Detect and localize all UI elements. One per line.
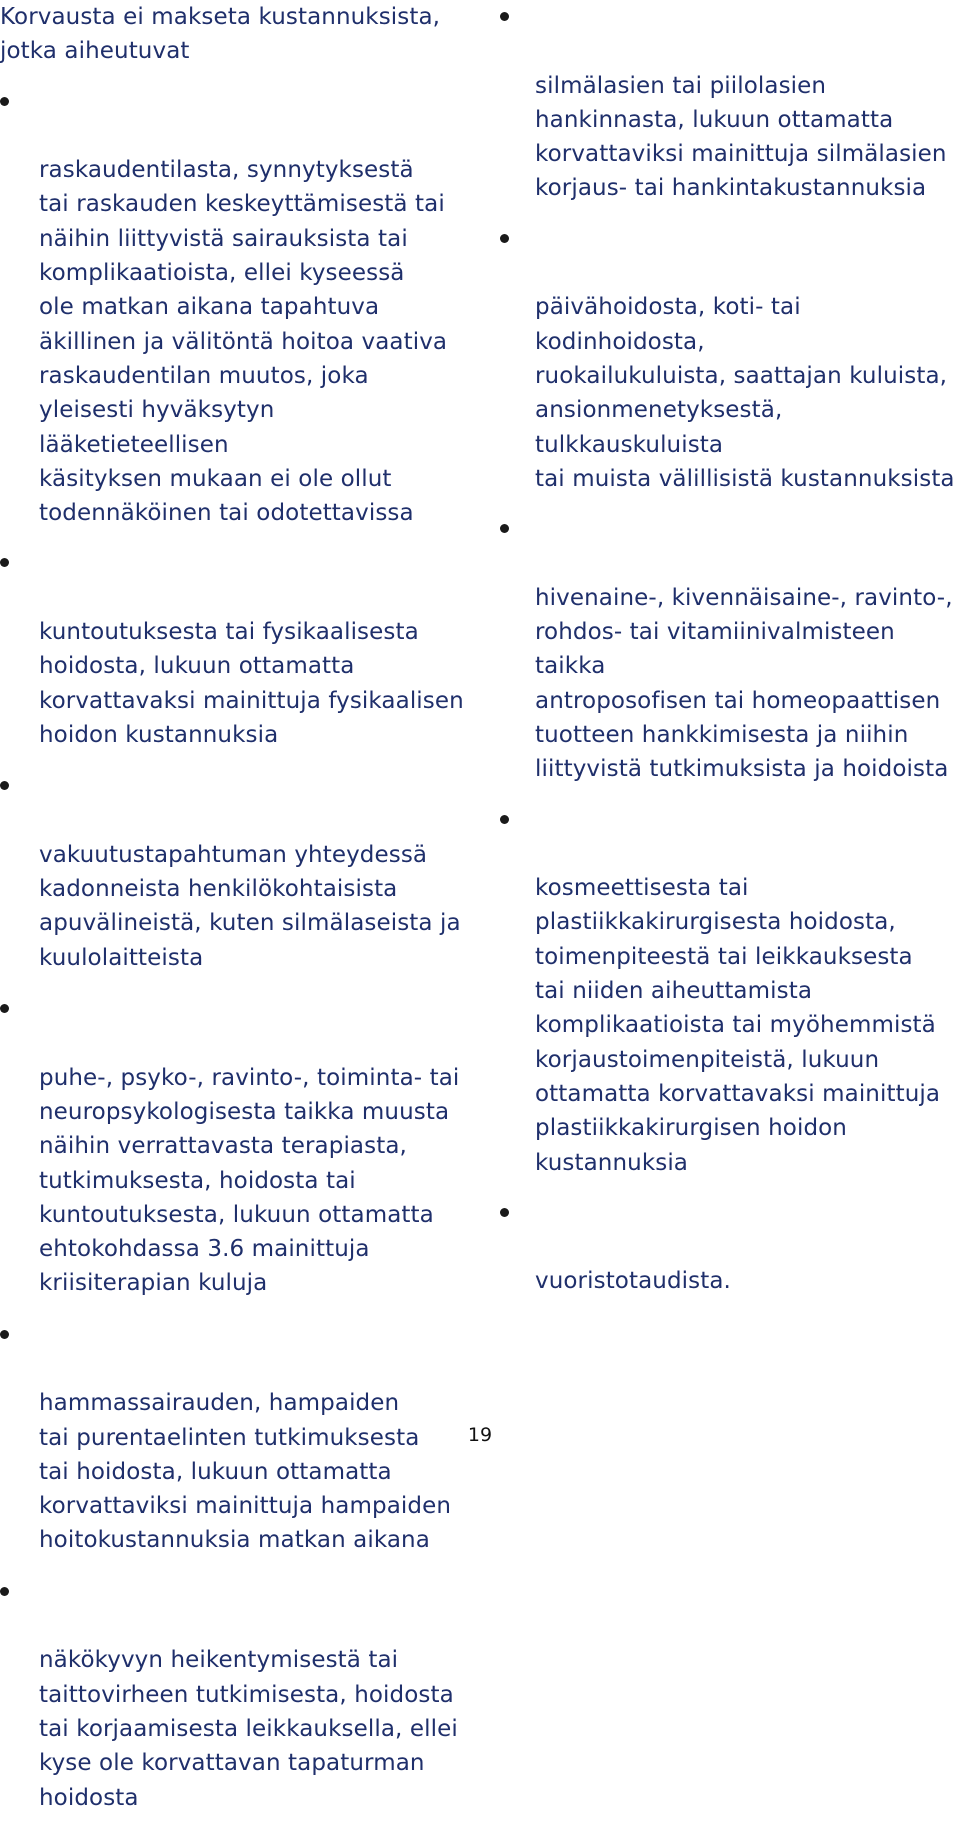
list-item-text: vakuutustapahtuman yhteydessä kadonneista henkilökohtaisista apuvälineistä, kuten silmälaseista ja kuulolaitteista xyxy=(39,841,461,971)
list-item xyxy=(500,1196,960,1299)
bullet-icon xyxy=(500,815,509,824)
list-item-text: hammassairauden, hampaiden tai purentaelinten tutkimuksesta tai hoidosta, lukuun ottamatta korvattaviksi mainittuja hampaiden hoitokustannuksia matkan aikana xyxy=(39,1390,452,1554)
list-item xyxy=(500,803,960,1180)
list-item-text: kosmeettisesta tai plastiikkakirurgisesta hoidosta, toimenpiteestä tai leikkauksesta tai niiden aiheuttamista komplikaatioista tai myöhemmistä korjaustoimenpiteistä, lukuun ottamatta korvattavaksi mainittuja plastiikkakirurgisen hoidon kustannuksia xyxy=(535,875,941,1176)
page-number: 19 xyxy=(467,1424,493,1446)
bullet-icon xyxy=(0,558,9,567)
bullet-icon xyxy=(0,1004,9,1013)
list-item xyxy=(500,0,960,206)
bullet-icon xyxy=(0,781,9,790)
bullet-icon xyxy=(500,234,509,243)
right-column xyxy=(500,0,960,1314)
list-item xyxy=(0,1575,470,1815)
bullet-icon xyxy=(0,1330,9,1339)
list-item xyxy=(0,992,470,1301)
list-item-text: silmälasien tai piilolasien hankinnasta, lukuun ottamatta korvattaviksi mainittuja silmälasien korjaus- tai hankintakustannuksia xyxy=(535,72,947,202)
list-item-text: kuntoutuksesta tai fysikaalisesta hoidosta, lukuun ottamatta korvattavaksi mainittuja fysikaalisen hoidon kustannuksia xyxy=(39,619,464,748)
list-item-text: raskaudentilasta, synnytyksestä tai raskauden keskeyttämisestä tai näihin liittyvistä sairauksista tai komplikaatioista, ellei kyseessä ole matkan aikana tapahtuva äkillinen ja välitöntä hoitoa vaativa raskaudentilan muutos, joka yleisesti hyväksytyn lääketieteellisen käsityksen mukaan ei ole ollut todennäköinen tai odotettavissa xyxy=(39,157,448,527)
list-item xyxy=(500,512,960,786)
bullet-icon xyxy=(0,1587,9,1596)
list-item xyxy=(0,85,470,531)
list-item-text: päivähoidosta, koti- tai kodinhoidosta, ruokailukuluista, saattajan kuluista, ansionmenetyksestä, tulkkauskuluista tai muista välillisistä kustannuksista xyxy=(535,294,955,492)
list-item xyxy=(0,769,470,975)
exclusion-list-left xyxy=(0,85,470,1815)
list-item xyxy=(500,222,960,496)
exclusion-list-right xyxy=(500,0,960,1299)
bullet-icon xyxy=(0,97,9,106)
list-item-text: vuoristotaudista. xyxy=(535,1268,731,1295)
intro-text: Korvausta ei makseta kustannuksista, jotka aiheutuvat xyxy=(0,4,441,65)
list-item xyxy=(0,546,470,752)
bullet-icon xyxy=(500,1208,509,1217)
bullet-icon xyxy=(500,12,509,21)
list-item-text: puhe-, psyko-, ravinto-, toiminta- tai neuropsykologisesta taikka muusta näihin verrattavasta terapiasta, tutkimuksesta, hoidosta tai kuntoutuksesta, lukuun ottamatta ehtokohdassa 3.6 mainittuja kriisiterapian kuluja xyxy=(39,1064,460,1297)
list-item-text: näkökyvyn heikentymisestä tai taittovirheen tutkimisesta, hoidosta tai korjaamisesta leikkauksella, ellei kyse ole korvattavan tapaturman hoidosta xyxy=(39,1647,458,1811)
list-item-text: hivenaine-, kivennäisaine-, ravinto-, rohdos- tai vitamiinivalmisteen taikka antroposofisen tai homeopaattisen tuotteen hankkimisesta ja niihin liittyvistä tutkimuksista ja hoidoista xyxy=(535,584,953,783)
bullet-icon xyxy=(500,524,509,533)
left-column xyxy=(0,0,470,1830)
